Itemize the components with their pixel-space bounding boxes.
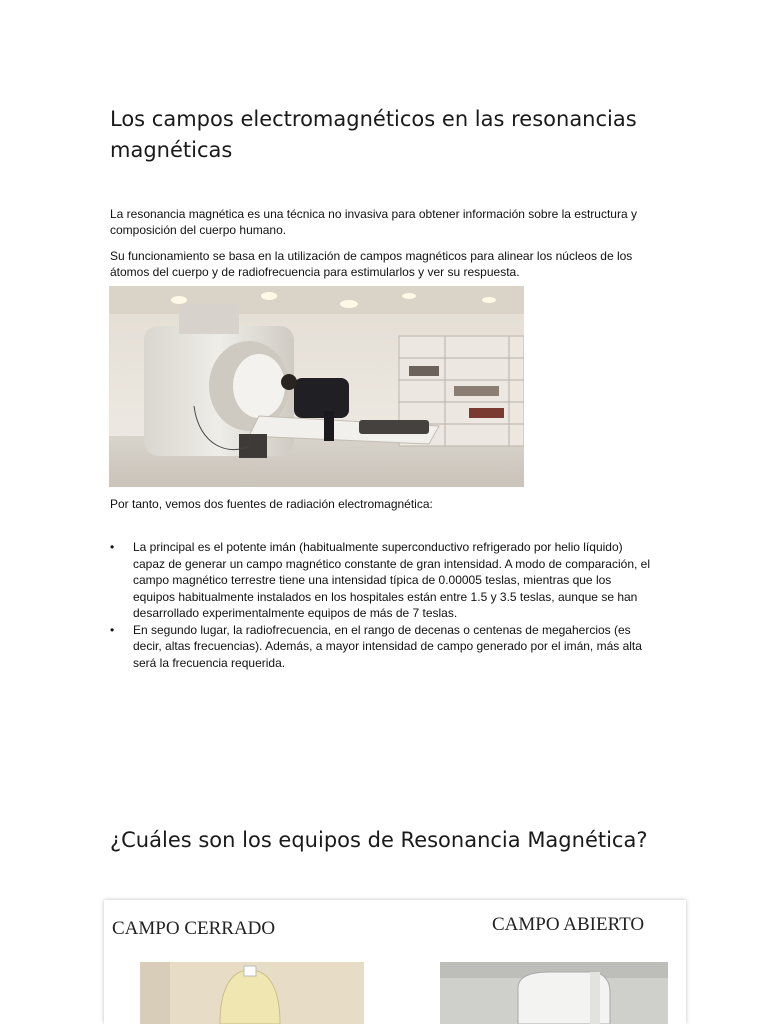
list-item-text: La principal es el potente imán (habitualmente superconductivo refrigerado por helio líquido) capaz de generar un campo magnético constante de gran intensidad. A modo de comparación, el campo magnético terrestre tiene una intensidad típica de 0.00005 teslas, mientras que los equipos habitualmente instalados en los hospitales están entre 1.5 y 3.5 teslas, aunque se han desarrollado experimentalmente equipos de más de 7 teslas.: [133, 540, 651, 620]
closed-field-label: CAMPO CERRADO: [112, 918, 276, 939]
bullet-marker: •: [110, 622, 115, 637]
sources-intro: Por tanto, vemos dos fuentes de radiación electromagnética:: [110, 497, 433, 511]
open-field-photo: [440, 962, 668, 1024]
open-field-label: CAMPO ABIERTO: [492, 914, 645, 935]
mri-types-figure: [104, 900, 686, 1024]
section-title: ¿Cuáles son los equipos de Resonancia Magnética?: [110, 828, 648, 852]
list-item-text: En segundo lugar, la radiofrecuencia, en el rango de decenas o centenas de megahercios (es decir, altas frecuencias). Además, a mayor intensidad de campo generado por el imán, más alta será la frecuencia requerida.: [133, 622, 642, 670]
radiation-sources-list: [110, 539, 655, 671]
closed-field-photo: [140, 962, 364, 1024]
list-item: [110, 622, 655, 672]
mri-room-photo: [109, 286, 524, 487]
list-item: [110, 539, 655, 622]
intro-paragraph: La resonancia magnética es una técnica no invasiva para obtener información sobre la estructura y composición del cuerpo humano.: [110, 207, 637, 237]
functioning-paragraph: Su funcionamiento se basa en la utilización de campos magnéticos para alinear los núcleos de los átomos del cuerpo y de radiofrecuencia para estimularlos y ver su respuesta.: [110, 249, 633, 279]
section-title: Los campos electromagnéticos en las resonancias magnéticas: [110, 107, 637, 162]
bullet-marker: •: [110, 540, 115, 554]
